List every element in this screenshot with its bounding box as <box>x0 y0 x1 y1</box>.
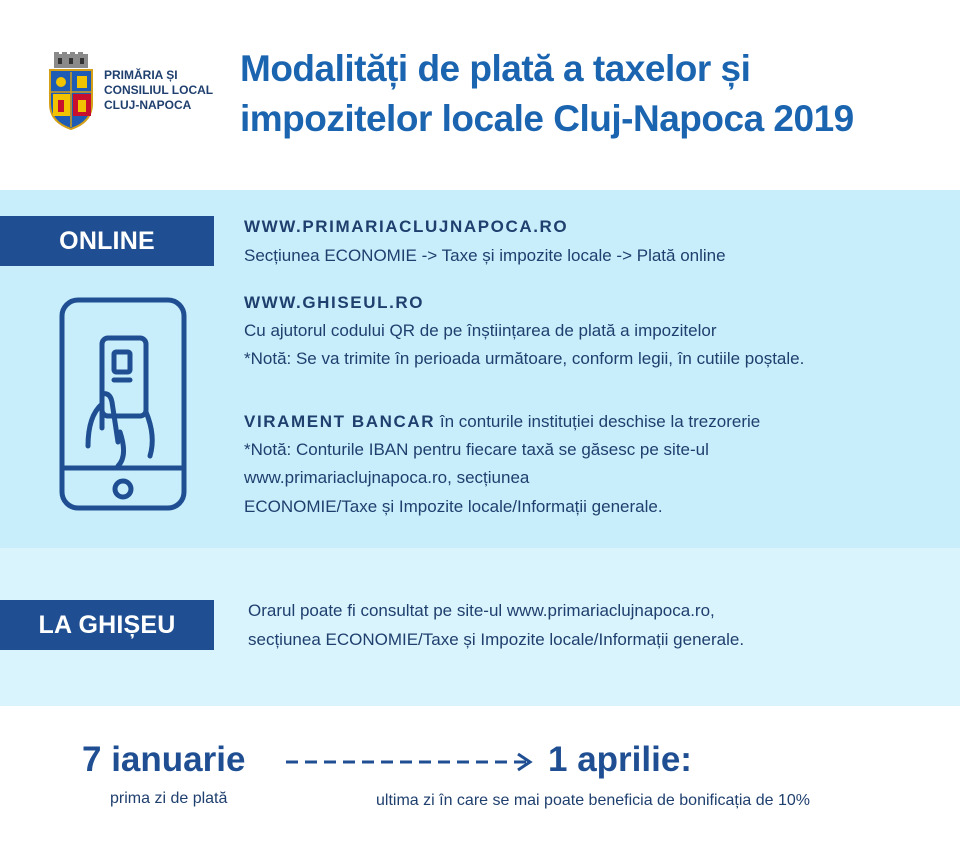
bank-line1: *Notă: Conturile IBAN pentru fiecare taxă se găsesc pe site-ul <box>244 440 709 459</box>
bank-title: VIRAMENT BANCAR <box>244 412 436 431</box>
ghiseu-tag: LA GHIȘEU <box>0 600 214 650</box>
site1-path: Secțiunea ECONOMIE -> Taxe și impozite locale -> Plată online <box>244 246 726 265</box>
organization-name <box>104 68 213 113</box>
bank-title-line <box>244 409 760 434</box>
site2-line1: Cu ajutorul codului QR de pe înștiințarea de plată a impozitelor <box>244 321 717 340</box>
bank-line3: ECONOMIE/Taxe și Impozite locale/Informații generale. <box>244 497 663 516</box>
site2-url: WWW.GHISEUL.RO <box>244 293 425 312</box>
org-line-3: CLUJ-NAPOCA <box>104 98 192 112</box>
org-line-1: PRIMĂRIA ȘI <box>104 68 178 82</box>
header <box>0 0 960 190</box>
title-line-2: impozitelor locale Cluj-Napoca 2019 <box>240 98 854 139</box>
bank-title-rest: în conturile instituției deschise la trezorerie <box>435 412 761 431</box>
dashed-arrow-icon <box>284 750 540 774</box>
footer-dates <box>0 706 960 868</box>
site2-line2: *Notă: Se va trimite în perioada următoare, conform legii, în cutiile poștale. <box>244 349 805 368</box>
page-title <box>240 44 940 144</box>
ghiseu-line1: Orarul poate fi consultat pe site-ul www.primariaclujnapoca.ro, <box>248 601 715 620</box>
city-crest-icon <box>48 52 94 130</box>
start-label: prima zi de plată <box>110 790 228 807</box>
org-line-2: CONSILIUL LOCAL <box>104 83 214 97</box>
end-label: ultima zi în care se mai poate beneficia de bonificația de 10% <box>376 792 811 809</box>
online-tag: ONLINE <box>0 216 214 266</box>
bank-line2: www.primariaclujnapoca.ro, secțiunea <box>244 468 530 487</box>
ghiseu-line2: secțiunea ECONOMIE/Taxe și Impozite locale/Informații generale. <box>248 630 745 649</box>
smartphone-card-icon <box>58 296 188 512</box>
end-date: 1 aprilie: <box>548 740 692 779</box>
site1-url: WWW.PRIMARIACLUJNAPOCA.RO <box>244 217 569 236</box>
title-line-1: Modalități de plată a taxelor și <box>240 48 751 89</box>
start-date: 7 ianuarie <box>82 740 246 779</box>
